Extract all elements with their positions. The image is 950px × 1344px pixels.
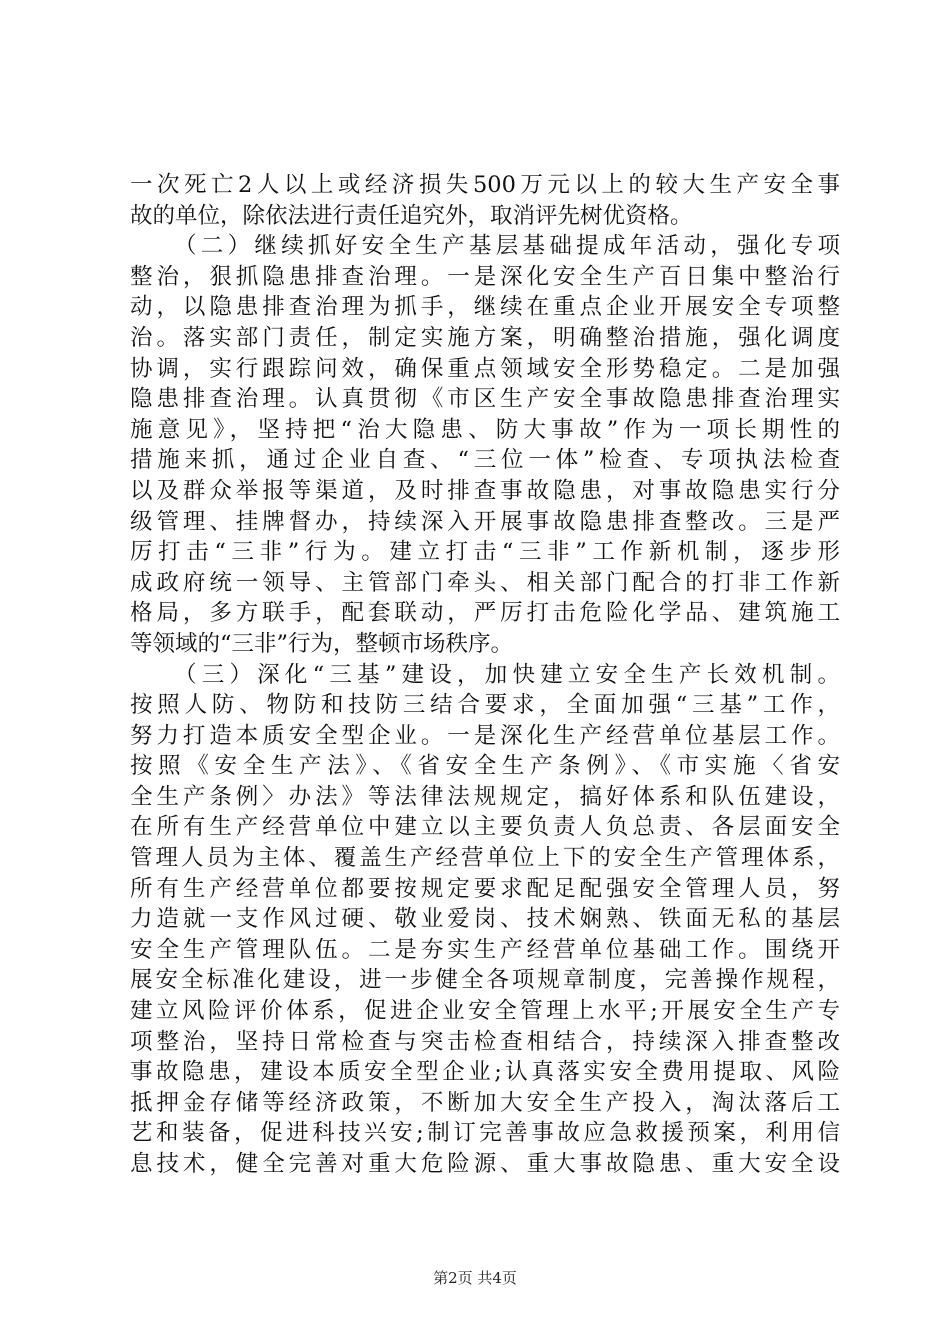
text-line: 艺和装备，促进科技兴安;制订完善事故应急救援预案，利用信 bbox=[130, 1120, 840, 1147]
text-line: 在所有生产经营单位中建立以主要负责人负总责、各层面安全 bbox=[130, 814, 840, 841]
text-line: 息技术，健全完善对重大危险源、重大事故隐患、重大安全设 bbox=[130, 1151, 840, 1177]
text-line: 项整治，坚持日常检查与突击检查相结合，持续深入排查整改 bbox=[130, 1028, 840, 1055]
text-line: 隐患排查治理。认真贯彻《市区生产安全事故隐患排查治理实 bbox=[130, 386, 840, 413]
text-line: 力造就一支作风过硬、敬业爱岗、技术娴熟、铁面无私的基层 bbox=[130, 906, 840, 933]
text-line: （三）深化“三基”建设，加快建立安全生产长效机制。 bbox=[174, 661, 840, 688]
text-line: 等领域的“三非”行为，整顿市场秩序。 bbox=[130, 630, 514, 657]
text-line: 成政府统一领导、主管部门牵头、相关部门配合的打非工作新 bbox=[130, 569, 840, 596]
text-line: 全生产条例〉办法》等法律法规规定，搞好体系和队伍建设， bbox=[130, 783, 840, 810]
text-line: 整治，狠抓隐患排查治理。一是深化安全生产百日集中整治行 bbox=[130, 263, 840, 290]
text-line: 故的单位，除依法进行责任追究外，取消评先树优资格。 bbox=[130, 202, 693, 229]
text-line: 格局，多方联手，配套联动，严厉打击危险化学品、建筑施工 bbox=[130, 600, 840, 627]
text-line: 努力打造本质安全型企业。一是深化生产经营单位基层工作。 bbox=[130, 722, 840, 749]
text-line: 按照人防、物防和技防三结合要求，全面加强“三基”工作， bbox=[130, 692, 840, 719]
text-line: 按照《安全生产法》、《省安全生产条例》、《市实施〈省安 bbox=[130, 753, 840, 780]
text-line: 建立风险评价体系，促进企业安全管理上水平;开展安全生产专 bbox=[130, 998, 840, 1025]
text-line: （二）继续抓好安全生产基层基础提成年活动，强化专项 bbox=[174, 233, 840, 260]
text-line: 施意见》，坚持把“治大隐患、防大事故”作为一项长期性的 bbox=[130, 416, 840, 443]
document-body bbox=[130, 170, 840, 1180]
page-footer: 第2页 共4页 bbox=[433, 1269, 517, 1287]
text-line: 协调，实行跟踪问效，确保重点领域安全形势稳定。二是加强 bbox=[130, 355, 840, 382]
text-line: 措施来抓，通过企业自查、“三位一体”检查、专项执法检查 bbox=[130, 447, 840, 474]
text-line: 展安全标准化建设，进一步健全各项规章制度，完善操作规程， bbox=[130, 967, 840, 994]
text-line: 厉打击“三非”行为。建立打击“三非”工作新机制，逐步形 bbox=[130, 539, 840, 566]
text-line: 一次死亡2人以上或经济损失500万元以上的较大生产安全事 bbox=[130, 172, 840, 198]
text-line: 管理人员为主体、覆盖生产经营单位上下的安全生产管理体系， bbox=[130, 845, 840, 872]
text-line: 安全生产管理队伍。二是夯实生产经营单位基础工作。围绕开 bbox=[130, 936, 840, 963]
text-line: 以及群众举报等渠道，及时排查事故隐患，对事故隐患实行分 bbox=[130, 477, 840, 504]
text-line: 事故隐患，建设本质安全型企业;认真落实安全费用提取、风险 bbox=[130, 1059, 840, 1086]
text-line: 级管理、挂牌督办，持续深入开展事故隐患排查整改。三是严 bbox=[130, 508, 840, 535]
text-line: 抵押金存储等经济政策，不断加大安全生产投入，淘汰落后工 bbox=[130, 1089, 840, 1116]
text-line: 治。落实部门责任，制定实施方案，明确整治措施，强化调度 bbox=[130, 324, 840, 351]
text-line: 动，以隐患排查治理为抓手，继续在重点企业开展安全专项整 bbox=[130, 294, 840, 321]
text-line: 所有生产经营单位都要按规定要求配足配强安全管理人员，努 bbox=[130, 875, 840, 902]
